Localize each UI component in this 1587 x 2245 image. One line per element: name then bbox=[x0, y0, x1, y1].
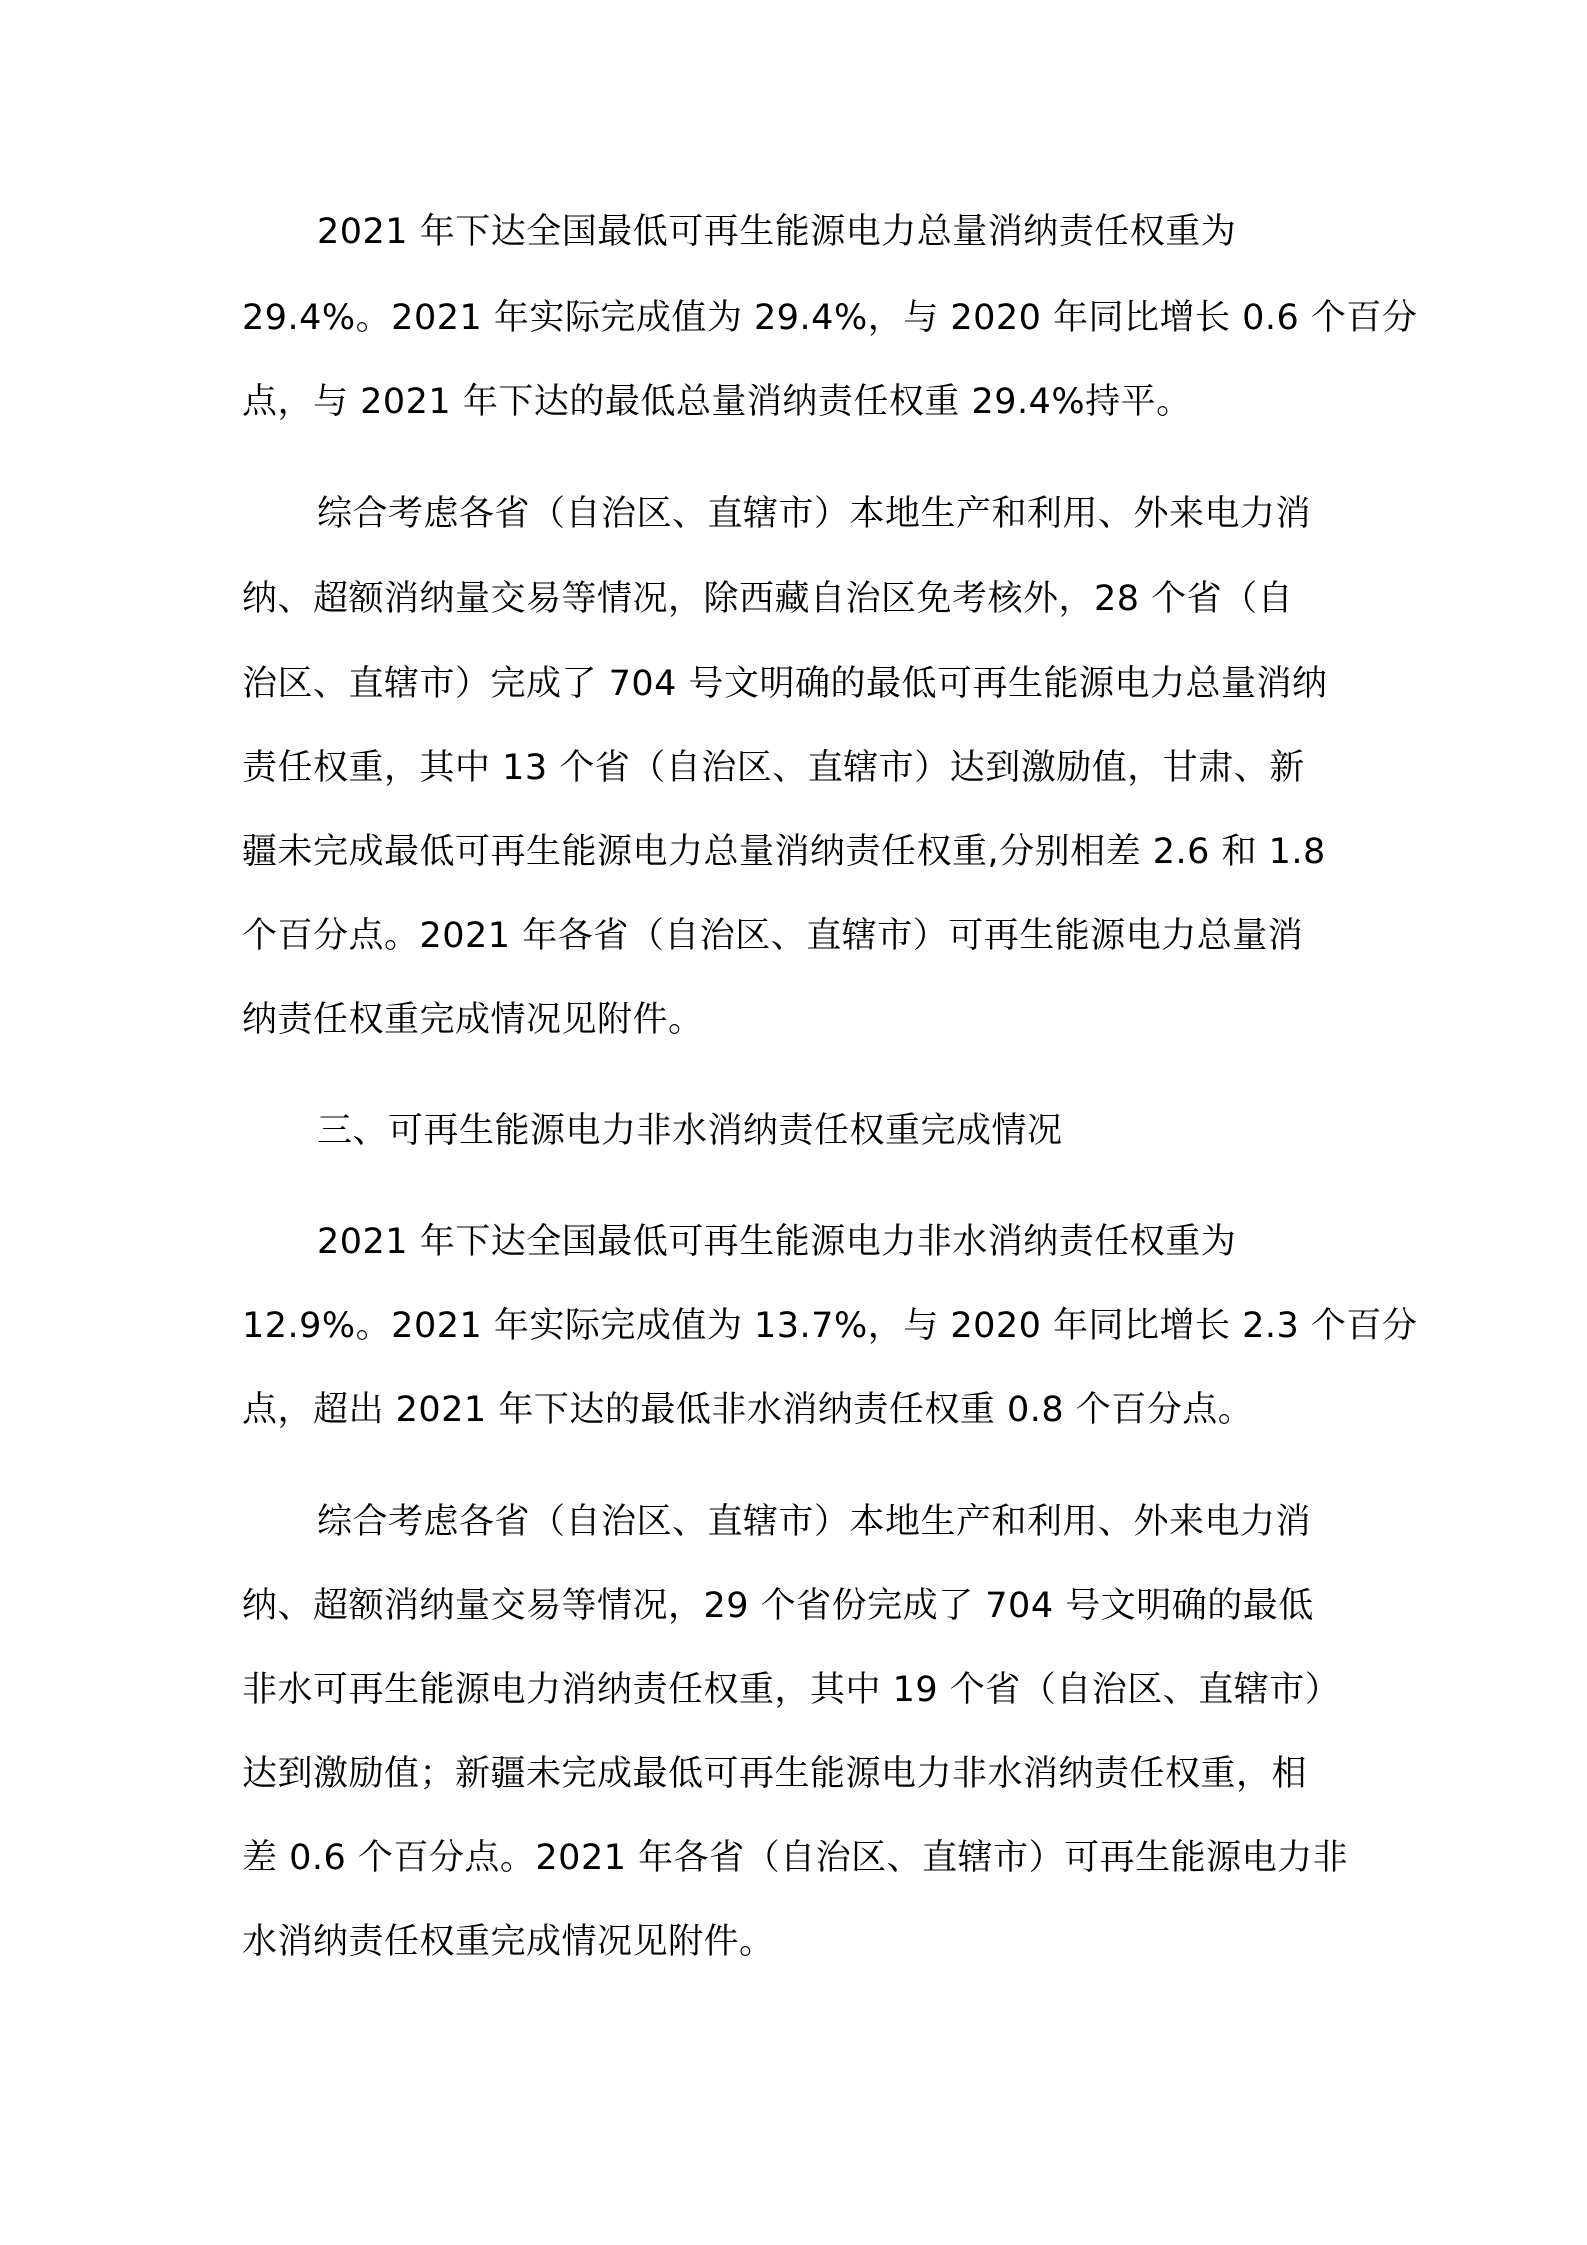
paragraph-1-line-1: 2021 年下达全国最低可再生能源电力总量消纳责任权重为 bbox=[317, 212, 1237, 252]
paragraph-3-line-3: 点，超出 2021 年下达的最低非水消纳责任权重 0.8 个百分点。 bbox=[242, 1390, 1254, 1430]
paragraph-2-line-6: 个百分点。2021 年各省（自治区、直辖市）可再生能源电力总量消 bbox=[242, 916, 1304, 956]
paragraph-4-line-1: 综合考虑各省（自治区、直辖市）本地生产和利用、外来电力消 bbox=[317, 1502, 1312, 1542]
paragraph-4-line-4: 达到激励值；新疆未完成最低可再生能源电力非水消纳责任权重，相 bbox=[242, 1754, 1308, 1794]
paragraph-2-line-4: 责任权重，其中 13 个省（自治区、直辖市）达到激励值，甘肃、新 bbox=[242, 748, 1305, 788]
paragraph-2-line-3: 治区、直辖市）完成了 704 号文明确的最低可再生能源电力总量消纳 bbox=[242, 664, 1328, 704]
paragraph-4-line-3: 非水可再生能源电力消纳责任权重，其中 19 个省（自治区、直辖市） bbox=[242, 1670, 1341, 1710]
paragraph-4-line-6: 水消纳责任权重完成情况见附件。 bbox=[242, 1922, 775, 1962]
section-heading: 三、可再生能源电力非水消纳责任权重完成情况 bbox=[317, 1111, 1063, 1151]
paragraph-3-line-2: 12.9%。2021 年实际完成值为 13.7%，与 2020 年同比增长 2.3 个百分 bbox=[242, 1306, 1418, 1346]
paragraph-2-line-5: 疆未完成最低可再生能源电力总量消纳责任权重,分别相差 2.6 和 1.8 bbox=[242, 832, 1326, 872]
paragraph-1-line-2: 29.4%。2021 年实际完成值为 29.4%，与 2020 年同比增长 0.6 个百分 bbox=[242, 298, 1418, 338]
paragraph-3-line-1: 2021 年下达全国最低可再生能源电力非水消纳责任权重为 bbox=[317, 1222, 1237, 1262]
paragraph-1-line-3: 点，与 2021 年下达的最低总量消纳责任权重 29.4%持平。 bbox=[242, 382, 1192, 422]
paragraph-2-line-7: 纳责任权重完成情况见附件。 bbox=[242, 1000, 704, 1040]
paragraph-4-line-2: 纳、超额消纳量交易等情况，29 个省份完成了 704 号文明确的最低 bbox=[242, 1586, 1314, 1626]
paragraph-2-line-2: 纳、超额消纳量交易等情况，除西藏自治区免考核外，28 个省（自 bbox=[242, 579, 1294, 619]
paragraph-2-line-1: 综合考虑各省（自治区、直辖市）本地生产和利用、外来电力消 bbox=[317, 494, 1312, 534]
paragraph-4-line-5: 差 0.6 个百分点。2021 年各省（自治区、直辖市）可再生能源电力非 bbox=[242, 1838, 1349, 1878]
